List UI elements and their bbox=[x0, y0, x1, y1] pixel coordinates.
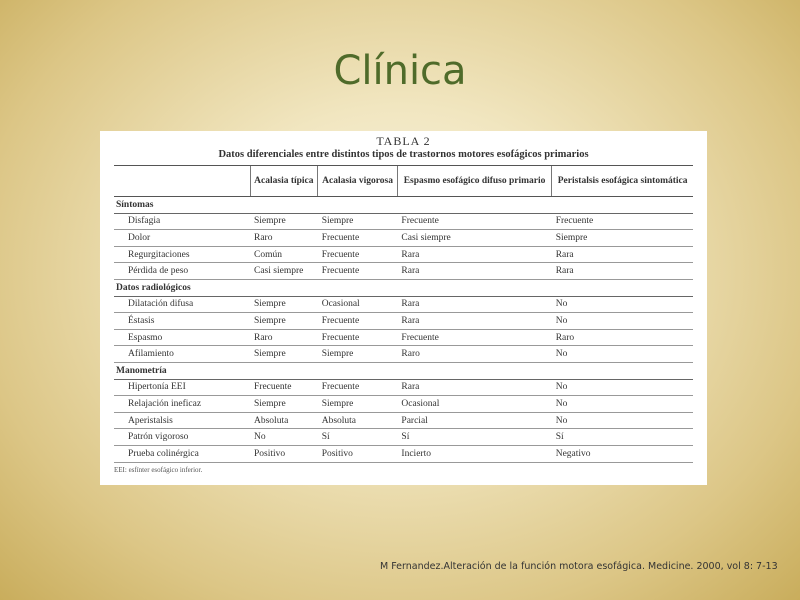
row-label-cell: Prueba colinérgica bbox=[114, 445, 250, 462]
section-row bbox=[114, 362, 693, 379]
table-row bbox=[114, 313, 693, 330]
table-cell: Parcial bbox=[397, 412, 551, 429]
table-cell: Positivo bbox=[318, 445, 398, 462]
table-cell: Siempre bbox=[318, 346, 398, 363]
section-title: Datos radiológicos bbox=[114, 279, 693, 296]
table-cell: Frecuente bbox=[397, 213, 551, 230]
row-label-cell: Aperistalsis bbox=[114, 412, 250, 429]
table-row bbox=[114, 246, 693, 263]
row-label-cell: Afilamiento bbox=[114, 346, 250, 363]
header-cell-acalasia-vigorosa: Acalasia vigorosa bbox=[318, 166, 398, 197]
table-cell: Ocasional bbox=[318, 296, 398, 313]
table-cell: Siempre bbox=[250, 313, 318, 330]
section-row bbox=[114, 197, 693, 214]
table-row bbox=[114, 263, 693, 280]
table-cell: Siempre bbox=[552, 230, 693, 247]
table-cell: Raro bbox=[250, 230, 318, 247]
table-cell: Rara bbox=[397, 379, 551, 396]
table-cell: Siempre bbox=[318, 396, 398, 413]
table-row bbox=[114, 213, 693, 230]
table-cell: Sí bbox=[318, 429, 398, 446]
table-cell: Frecuente bbox=[318, 313, 398, 330]
table-row bbox=[114, 396, 693, 413]
table-cell: Frecuente bbox=[552, 213, 693, 230]
table-cell: Ocasional bbox=[397, 396, 551, 413]
row-label-cell: Éstasis bbox=[114, 313, 250, 330]
table-cell: Rara bbox=[397, 296, 551, 313]
table-label: TABLA 2 bbox=[376, 134, 431, 148]
table-cell: Frecuente bbox=[318, 246, 398, 263]
row-label-cell: Hipertonía EEI bbox=[114, 379, 250, 396]
table-body bbox=[114, 197, 693, 463]
table-cell: Sí bbox=[552, 429, 693, 446]
table-cell: Frecuente bbox=[250, 379, 318, 396]
table-footnote: EEI: esfínter esofágico inferior. bbox=[114, 465, 203, 474]
table-cell: Raro bbox=[397, 346, 551, 363]
table-cell: Negativo bbox=[552, 445, 693, 462]
table-cell: Común bbox=[250, 246, 318, 263]
table-cell: Positivo bbox=[250, 445, 318, 462]
table-row bbox=[114, 230, 693, 247]
source-citation: M Fernandez.Alteración de la función motora esofágica. Medicine. 2000, vol 8: 7-13 bbox=[380, 561, 778, 572]
table-cell: No bbox=[552, 396, 693, 413]
table-row bbox=[114, 296, 693, 313]
table-cell: Frecuente bbox=[397, 329, 551, 346]
table-caption: Datos diferenciales entre distintos tipos de trastornos motores esofágicos primarios bbox=[218, 149, 589, 160]
table-cell: Frecuente bbox=[318, 263, 398, 280]
table-cell: Casi siempre bbox=[397, 230, 551, 247]
row-label-cell: Disfagia bbox=[114, 213, 250, 230]
table-cell: Sí bbox=[397, 429, 551, 446]
table-cell: Frecuente bbox=[318, 379, 398, 396]
header-cell-peristalsis-sintomatica: Peristalsis esofágica sintomática bbox=[552, 166, 693, 197]
table-cell: Rara bbox=[397, 313, 551, 330]
table-cell: Siempre bbox=[318, 213, 398, 230]
table-cell: Siempre bbox=[250, 213, 318, 230]
table-cell: Siempre bbox=[250, 396, 318, 413]
table-row bbox=[114, 346, 693, 363]
row-label-cell: Dilatación difusa bbox=[114, 296, 250, 313]
table-cell: No bbox=[250, 429, 318, 446]
differential-table bbox=[114, 165, 693, 463]
table-row bbox=[114, 329, 693, 346]
table-cell: Siempre bbox=[250, 296, 318, 313]
table-cell: Casi siempre bbox=[250, 263, 318, 280]
row-label-cell: Espasmo bbox=[114, 329, 250, 346]
table-cell: No bbox=[552, 313, 693, 330]
table-row bbox=[114, 429, 693, 446]
table-cell: No bbox=[552, 412, 693, 429]
table-cell: Absoluta bbox=[318, 412, 398, 429]
table-cell: No bbox=[552, 296, 693, 313]
header-cell-acalasia-tipica: Acalasia típica bbox=[250, 166, 318, 197]
table-cell: No bbox=[552, 346, 693, 363]
section-title: Manometría bbox=[114, 362, 693, 379]
table-header-row bbox=[114, 166, 693, 197]
table-cell: Raro bbox=[552, 329, 693, 346]
row-label-cell: Regurgitaciones bbox=[114, 246, 250, 263]
table-image-panel bbox=[100, 131, 707, 485]
table-cell: Rara bbox=[552, 263, 693, 280]
header-cell-empty bbox=[114, 166, 250, 197]
table-row bbox=[114, 445, 693, 462]
row-label-cell: Patrón vigoroso bbox=[114, 429, 250, 446]
row-label-cell: Relajación ineficaz bbox=[114, 396, 250, 413]
section-title: Síntomas bbox=[114, 197, 693, 214]
row-label-cell: Pérdida de peso bbox=[114, 263, 250, 280]
row-label-cell: Dolor bbox=[114, 230, 250, 247]
table-cell: Incierto bbox=[397, 445, 551, 462]
table-cell: Frecuente bbox=[318, 329, 398, 346]
table-cell: Rara bbox=[552, 246, 693, 263]
header-cell-espasmo-difuso: Espasmo esofágico difuso primario bbox=[397, 166, 551, 197]
slide-title: Clínica bbox=[333, 48, 467, 94]
table-row bbox=[114, 379, 693, 396]
table-cell: Siempre bbox=[250, 346, 318, 363]
table-row bbox=[114, 412, 693, 429]
table-cell: Absoluta bbox=[250, 412, 318, 429]
table-cell: Raro bbox=[250, 329, 318, 346]
table-cell: No bbox=[552, 379, 693, 396]
table-cell: Rara bbox=[397, 246, 551, 263]
section-row bbox=[114, 279, 693, 296]
table-cell: Rara bbox=[397, 263, 551, 280]
table-cell: Frecuente bbox=[318, 230, 398, 247]
